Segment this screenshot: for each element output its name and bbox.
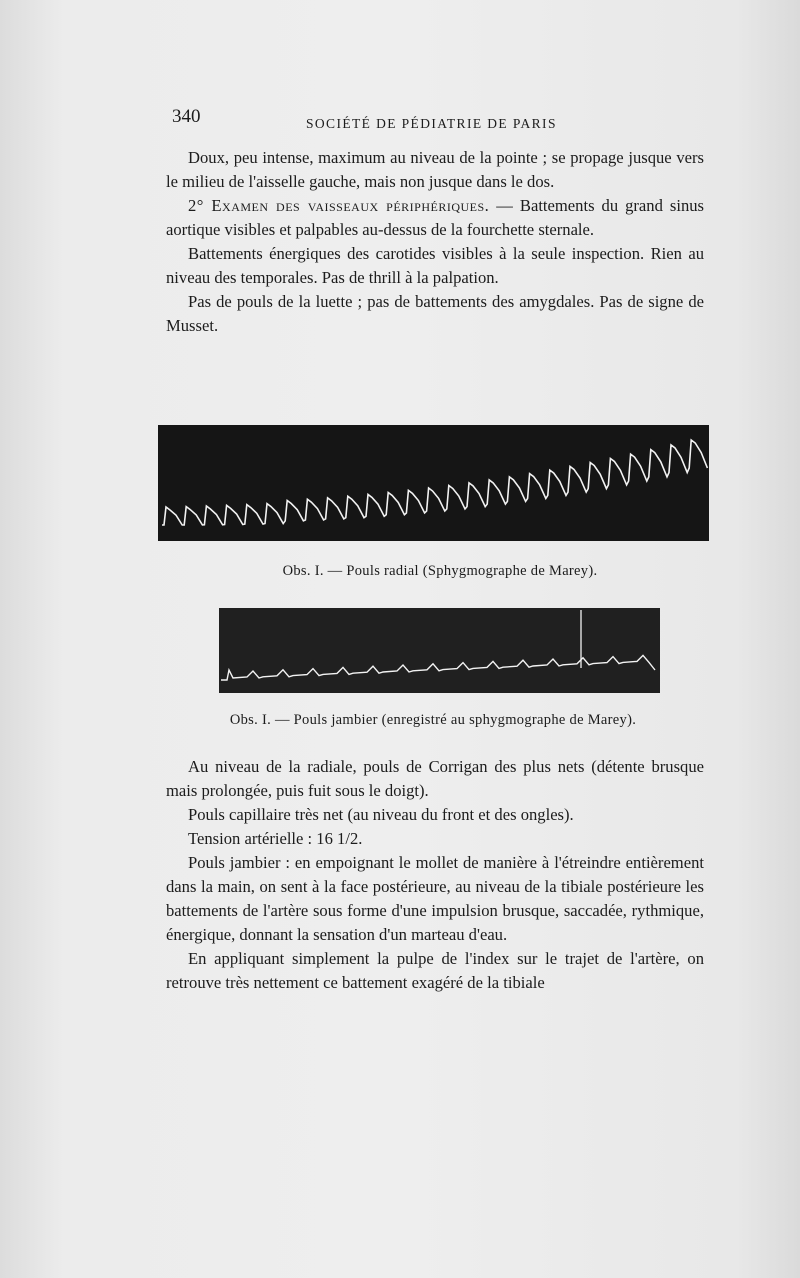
paragraph: Tension artérielle : 16 1/2. — [188, 829, 363, 848]
paragraph: Au niveau de la radiale, pouls de Corrigan des plus nets (détente brusque mais prolongée, puis fuit sous le doigt). — [166, 757, 704, 800]
paragraph: En appliquant simplement la pulpe de l'index sur le trajet de l'artère, on retrouve très nettement ce battement exagéré de la tibiale — [166, 949, 704, 992]
page-header — [172, 106, 702, 136]
paragraph: Pas de pouls de la luette ; pas de battements des amygdales. Pas de signe de Musset. — [166, 292, 704, 335]
page-number: 340 — [172, 106, 201, 127]
leg-pulse-tracing — [219, 608, 660, 693]
running-head: SOCIÉTÉ DE PÉDIATRIE DE PARIS — [306, 116, 557, 131]
paragraph: Pouls jambier : en empoignant le mollet de manière à l'étreindre entièrement dans la main, on sent à la face postérieure, au niveau de la tibiale postérieure les battements de l'artère sous forme d'une impulsion brusque, saccadée, rythmique, énergique, donnant la sensation d'un marteau d'eau. — [166, 853, 704, 944]
paragraph: Battements énergiques des carotides visibles à la seule inspection. Rien au niveau des temporales. Pas de thrill à la palpation. — [166, 244, 704, 287]
radial-pulse-waveform — [158, 425, 709, 541]
paragraph-text: — Battements du grand sinus aortique visibles et palpables au-dessus de la fourchette sternale. — [166, 196, 704, 239]
body-text-bottom — [166, 755, 704, 995]
section-heading: 2° Examen des vaisseaux périphériques. — [188, 196, 490, 215]
figure-caption-leg: Obs. I. — Pouls jambier (enregistré au sphygmographe de Marey). — [229, 712, 637, 728]
paragraph: Pouls capillaire très net (au niveau du front et des ongles). — [188, 805, 574, 824]
paragraph: Doux, peu intense, maximum au niveau de la pointe ; se propage jusque vers le milieu de l'aisselle gauche, mais non jusque dans le dos. — [166, 148, 704, 191]
leg-pulse-waveform — [219, 608, 660, 693]
body-text-top — [166, 146, 704, 338]
figure-caption-radial: Obs. I. — Pouls radial (Sphygmographe de Marey). — [282, 563, 598, 579]
paragraph — [166, 194, 704, 242]
radial-pulse-tracing — [158, 425, 709, 541]
